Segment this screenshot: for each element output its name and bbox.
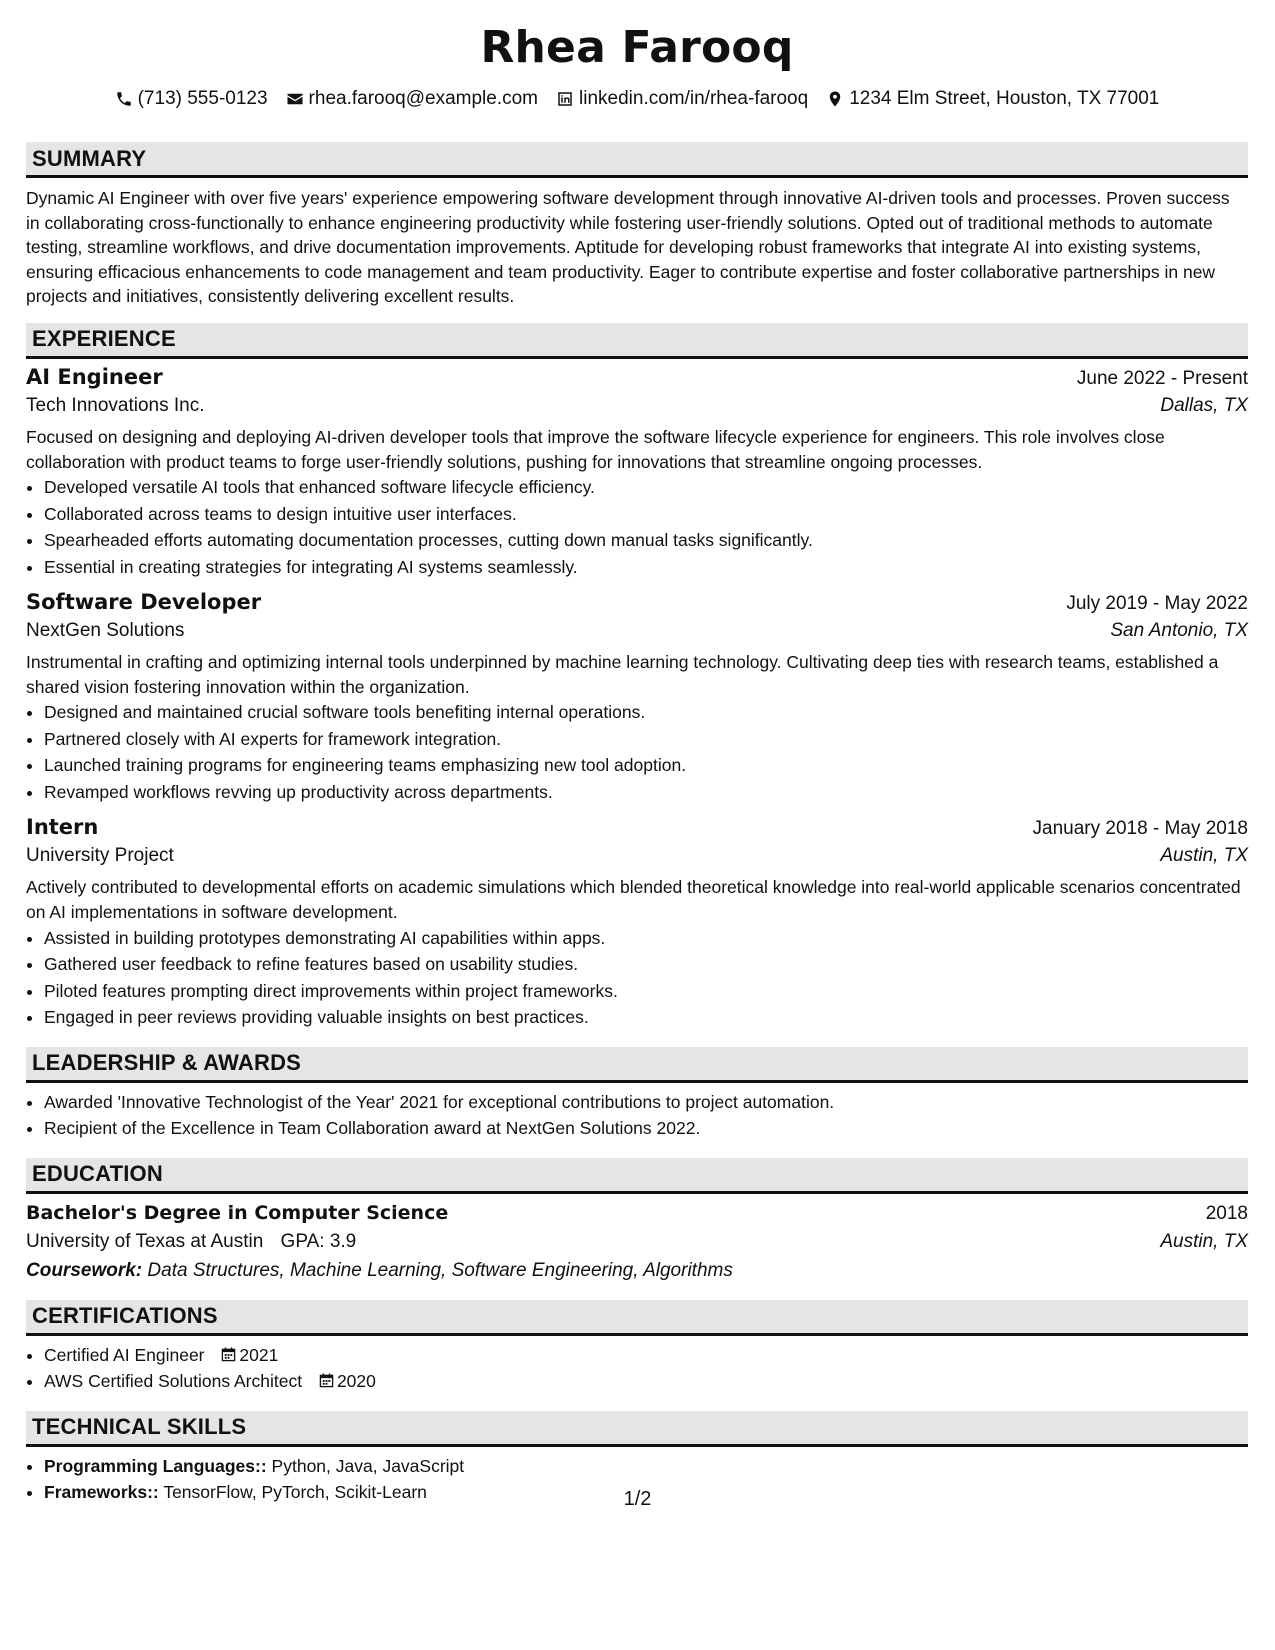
- job-header-row: [26, 815, 1248, 840]
- list-item: • Awarded 'Innovative Technologist of the Year' 2021 for exceptional contributions to project automation.: [44, 1089, 1248, 1116]
- list-item: • Designed and maintained crucial software tools benefiting internal operations.: [44, 699, 1248, 726]
- cert-year: 2021: [239, 1344, 279, 1365]
- address-text: 1234 Elm Street, Houston, TX 77001: [849, 88, 1160, 109]
- email-text: rhea.farooq@example.com: [308, 88, 539, 109]
- skill-value: TensorFlow, PyTorch, Scikit-Learn: [163, 1482, 427, 1503]
- school-name: University of Texas at Austin: [26, 1230, 264, 1252]
- list-item: • Spearheaded efforts automating documentation processes, cutting down manual tasks significantly.: [44, 527, 1248, 554]
- job-company-row: [26, 395, 1248, 417]
- candidate-name: Rhea Farooq: [480, 22, 794, 73]
- phone-icon: [115, 90, 133, 108]
- resume-page: [26, 0, 1248, 1506]
- skills-heading: TECHNICAL SKILLS: [26, 1411, 1248, 1447]
- certifications-heading: CERTIFICATIONS: [26, 1300, 1248, 1336]
- list-item: • Essential in creating strategies for integrating AI systems seamlessly.: [44, 554, 1248, 581]
- skill-value: Python, Java, JavaScript: [271, 1455, 465, 1476]
- list-item: • Piloted features prompting direct improvements within project frameworks.: [44, 978, 1248, 1005]
- coursework-list: Data Structures, Machine Learning, Software Engineering, Algorithms: [147, 1259, 733, 1281]
- job-location: San Antonio, TX: [1110, 620, 1248, 642]
- cert-name: AWS Certified Solutions Architect: [44, 1371, 303, 1392]
- job-description: Actively contributed to developmental efforts on academic simulations which blended theoretical knowledge into real-world applicable scenarios concentrated on AI implementations in software development.: [26, 877, 1241, 922]
- list-item: [44, 1368, 1248, 1395]
- job-bullets: [26, 699, 1248, 805]
- certifications-list: [26, 1342, 1248, 1395]
- job-bullets: [26, 925, 1248, 1031]
- job-title: Intern: [26, 815, 99, 840]
- job-header-row: [26, 365, 1248, 390]
- contact-address: [826, 88, 1159, 110]
- education-header-row: [26, 1202, 1248, 1225]
- coursework-label: Coursework:: [26, 1259, 143, 1281]
- job-company-row: [26, 845, 1248, 867]
- job-entry: [26, 590, 1248, 805]
- map-pin-icon: [826, 90, 844, 108]
- education-school-row: [26, 1231, 1248, 1253]
- school-line: [26, 1231, 356, 1253]
- list-item: • Launched training programs for engineering teams emphasizing new tool adoption.: [44, 752, 1248, 779]
- summary-text: Dynamic AI Engineer with over five years' experience empowering software development through innovative AI-driven tools and processes. Proven success in collaborating cross-functionally to enhance engineering productivity while fostering user-friendly solutions. Opted out of traditional methods to automate testing, streamline workflows, and drive documentation improvements. Aptitude for developing robust frameworks that integrate AI into existing systems, ensuring efficacious enhancements to code management and team productivity. Eager to contribute expertise and foster collaborative partnerships in new projects and initiatives, consistently delivering excellent results.: [26, 188, 1230, 307]
- job-company-row: [26, 620, 1248, 642]
- education-entry: [26, 1202, 1248, 1282]
- linkedin-icon: [556, 90, 574, 108]
- job-header-row: [26, 590, 1248, 615]
- job-dates: June 2022 - Present: [1076, 367, 1248, 389]
- list-item: • Assisted in building prototypes demonstrating AI capabilities within apps.: [44, 925, 1248, 952]
- job-location: Dallas, TX: [1160, 394, 1248, 416]
- graduation-year: 2018: [1205, 1202, 1248, 1224]
- list-item: • Recipient of the Excellence in Team Collaboration award at NextGen Solutions 2022.: [44, 1115, 1248, 1142]
- job-title: Software Developer: [26, 590, 262, 615]
- job-entry: [26, 815, 1248, 1030]
- leadership-heading: LEADERSHIP & AWARDS: [26, 1047, 1248, 1083]
- envelope-icon: [286, 90, 304, 108]
- list-item: • Gathered user feedback to refine features based on usability studies.: [44, 951, 1248, 978]
- coursework-line: [26, 1260, 1248, 1282]
- contact-phone: [115, 88, 268, 110]
- calendar-icon: [221, 1347, 236, 1362]
- cert-name: Certified AI Engineer: [44, 1344, 205, 1365]
- list-item: • Engaged in peer reviews providing valuable insights on best practices.: [44, 1004, 1248, 1031]
- list-item: • Revamped workflows revving up productivity across departments.: [44, 779, 1248, 806]
- job-bullets: [26, 474, 1248, 580]
- linkedin-text: linkedin.com/in/rhea-farooq: [579, 88, 809, 109]
- job-entry: [26, 365, 1248, 580]
- contact-email[interactable]: [286, 88, 538, 110]
- contact-linkedin[interactable]: [556, 88, 808, 110]
- job-description: Focused on designing and deploying AI-driven developer tools that improve the software lifecycle experience for engineers. This role involves close collaboration with product teams to forge user-friendly solutions, pushing for innovations that streamline ongoing processes.: [26, 426, 1165, 472]
- phone-text: (713) 555-0123: [137, 88, 268, 109]
- skill-label: Programming Languages::: [44, 1455, 267, 1476]
- job-dates: July 2019 - May 2022: [1066, 593, 1248, 615]
- job-dates: January 2018 - May 2018: [1032, 818, 1248, 840]
- gpa: GPA: 3.9: [280, 1230, 357, 1252]
- contact-bar: [26, 86, 1248, 112]
- summary-heading: SUMMARY: [26, 142, 1248, 178]
- job-company: Tech Innovations Inc.: [26, 394, 205, 416]
- education-heading: EDUCATION: [26, 1158, 1248, 1194]
- experience-heading: EXPERIENCE: [26, 323, 1248, 359]
- list-item: • Developed versatile AI tools that enhanced software lifecycle efficiency.: [44, 474, 1248, 501]
- job-description: Instrumental in crafting and optimizing internal tools underpinned by machine learning technology. Cultivating deep ties with research teams, established a shared vision fostering innovation within the organization.: [26, 652, 1219, 697]
- list-item: [44, 1453, 1248, 1480]
- skill-label: Frameworks::: [44, 1482, 159, 1503]
- leadership-list: [26, 1089, 1248, 1142]
- job-location: Austin, TX: [1160, 845, 1248, 867]
- list-item: • Partnered closely with AI experts for framework integration.: [44, 726, 1248, 753]
- job-company: NextGen Solutions: [26, 620, 185, 642]
- page-number: 1/2: [623, 1488, 652, 1510]
- list-item: • Collaborated across teams to design intuitive user interfaces.: [44, 501, 1248, 528]
- job-title: AI Engineer: [26, 364, 163, 389]
- list-item: [44, 1342, 1248, 1369]
- job-company: University Project: [26, 845, 174, 867]
- cert-year: 2020: [336, 1371, 376, 1392]
- degree: Bachelor's Degree in Computer Science: [26, 1201, 449, 1224]
- calendar-icon: [319, 1373, 334, 1388]
- education-location: Austin, TX: [1160, 1230, 1248, 1252]
